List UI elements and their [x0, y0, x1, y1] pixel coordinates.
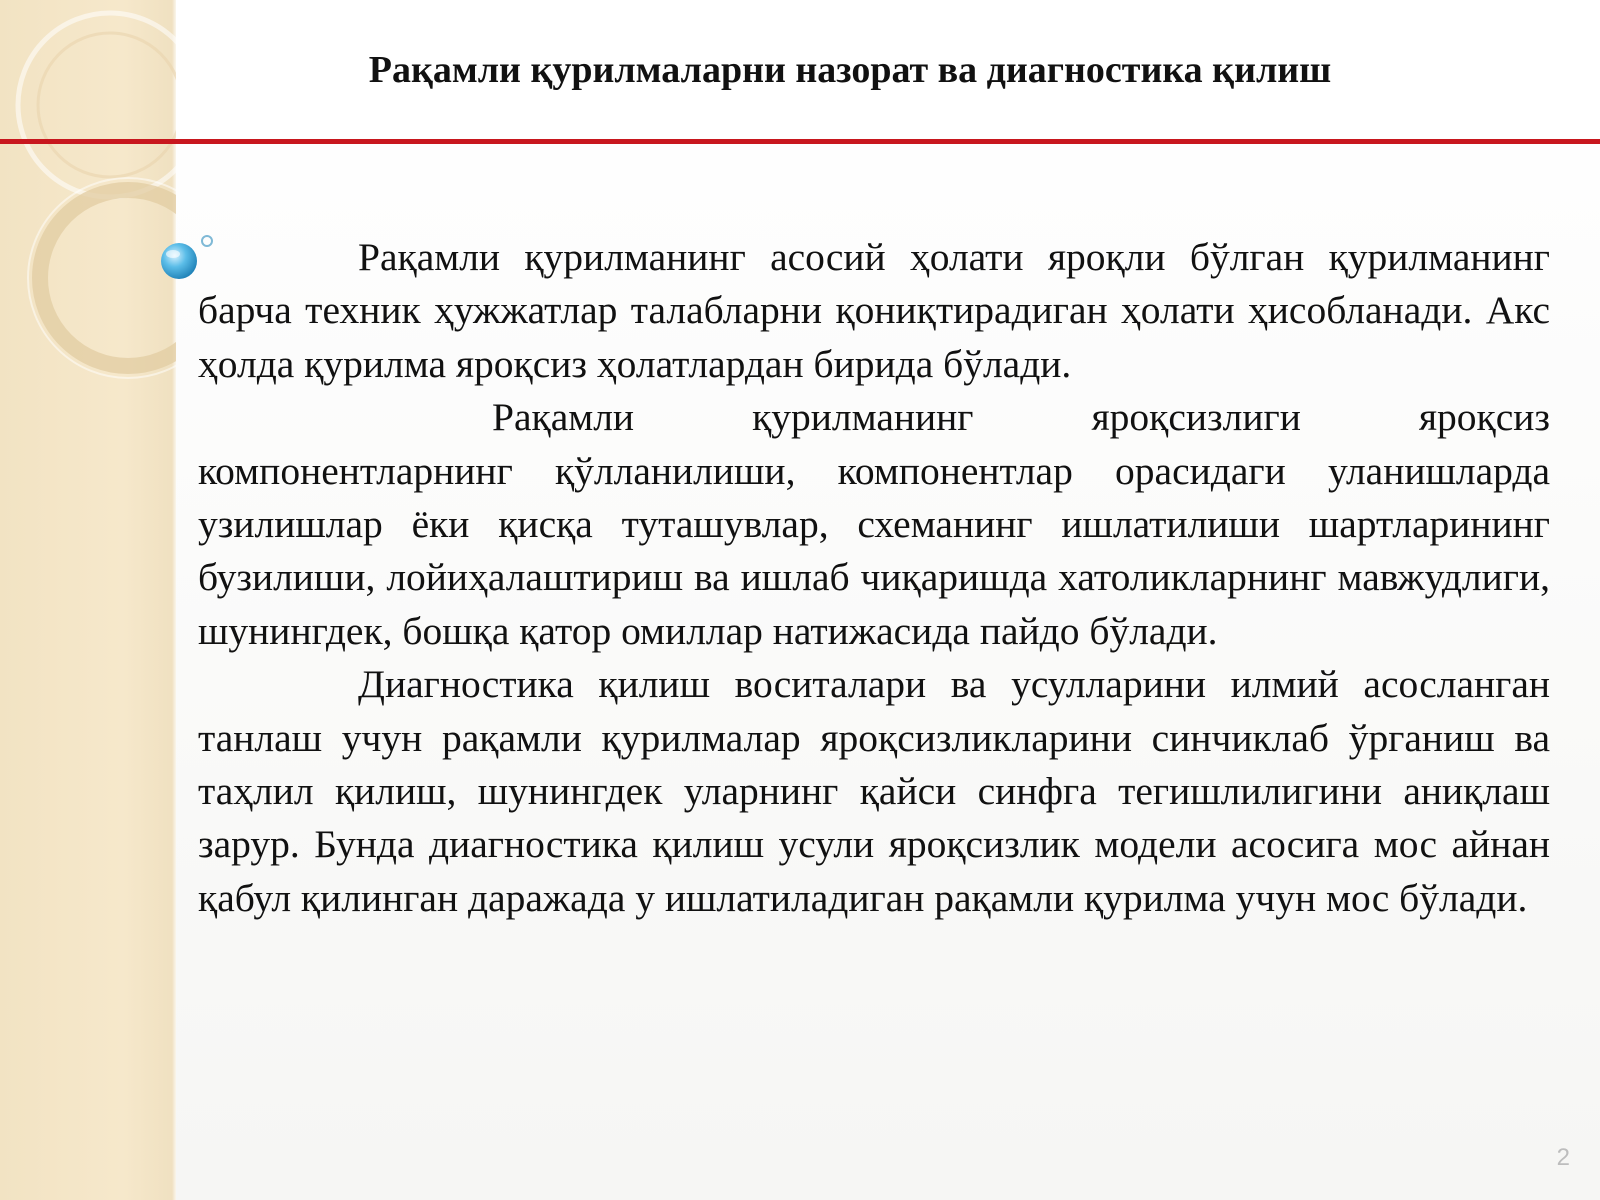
page-title: Рақамли қурилмаларни назорат ва диагностика қилиш — [368, 49, 1332, 91]
paragraph-1: Рақамли қурилманинг асосий ҳолати яроқли бўлган қурилманинг барча техник ҳужжатлар талабларни қониқтирадиган ҳолати ҳисобланади. Акс ҳолда қурилма яроқсиз ҳолатлардан бирида бўлади. — [198, 235, 1550, 386]
slide-body — [198, 231, 1550, 925]
paragraph-2: Рақамли қурилманинг яроқсизлиги яроқсиз компонентларнинг қўлланилиши, компонентлар орасидаги уланишларда узилишлар ёки қисқа туташувлар, схеманинг ишлатилиши шартларининг бузилиши, лойиҳалаштириш ва ишлаб чиқаришда хатоликларнинг мавжудлиги, шунингдек, бошқа қатор омиллар натижасида пайдо бўлади. — [198, 395, 1550, 653]
slide-number: 2 — [1556, 1144, 1570, 1171]
paragraph-3: Диагностика қилиш воситалари ва усулларини илмий асосланган танлаш учун рақамли қурилмалар яроқсизликларини синчиклаб ўрганиш ва таҳлил қилиш, шунингдек уларнинг қайси синфга тегишлилигини аниқлаш зарур. Бунда диагностика қилиш усули яроқсизлик модели асосига мос айнан қабул қилинган даражада у ишлатиладиган рақамли қурилма учун мос бўлади. — [198, 662, 1550, 920]
